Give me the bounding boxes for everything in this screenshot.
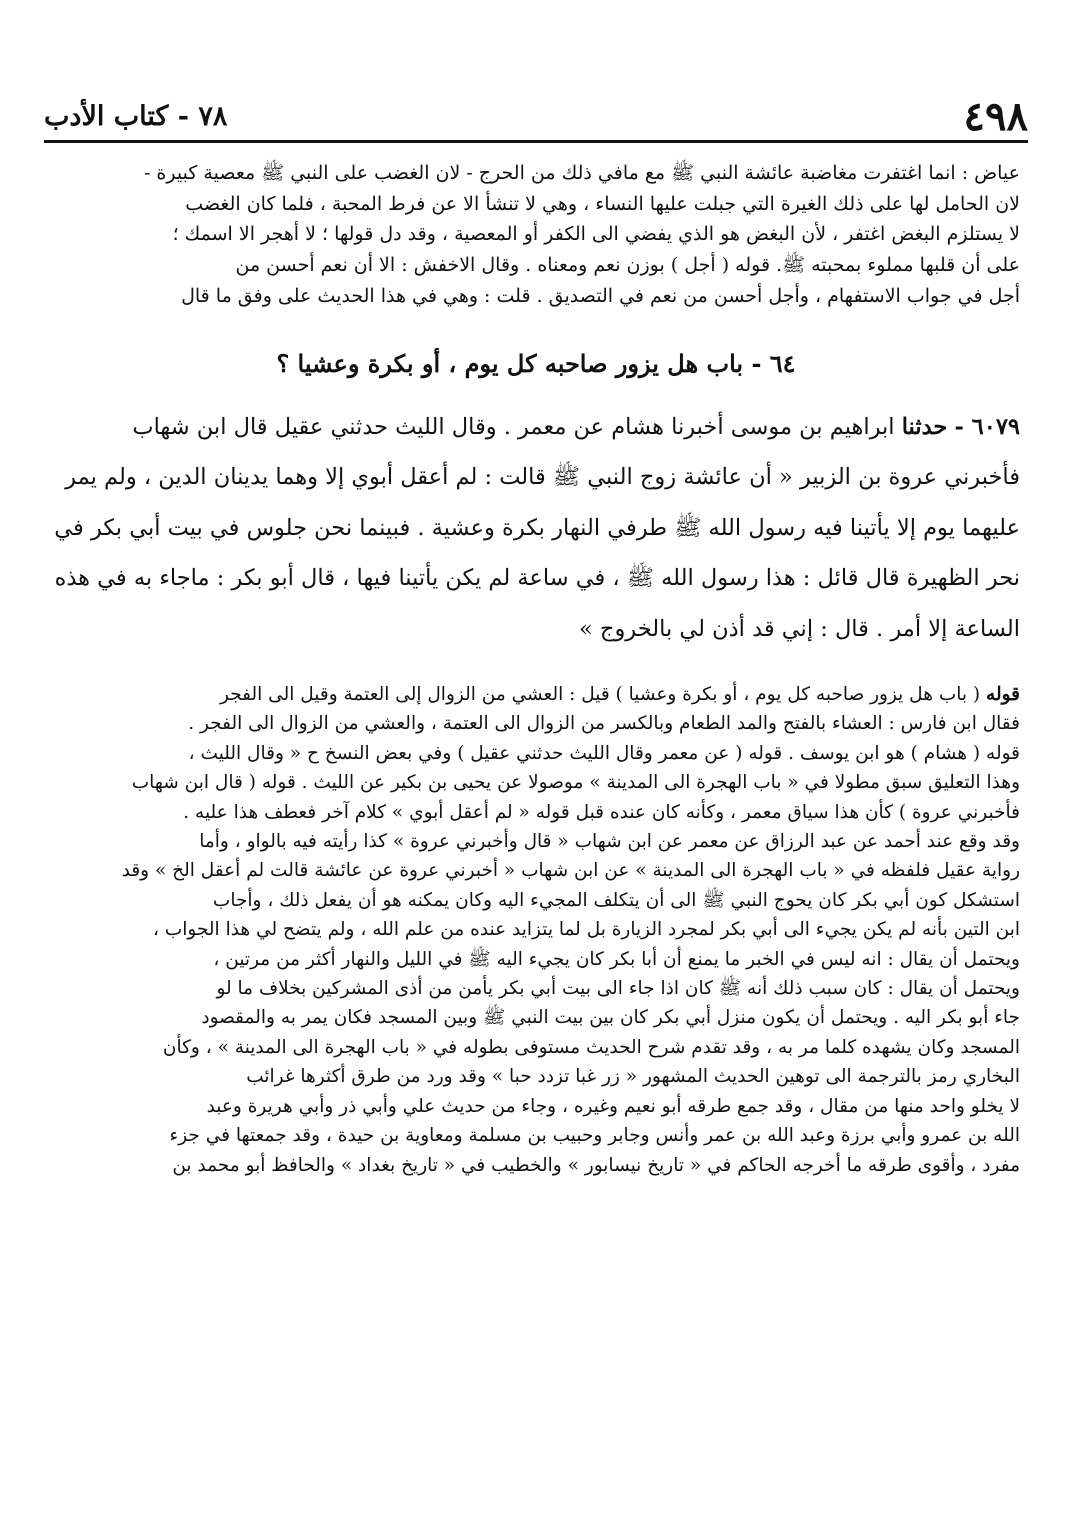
commentary-line: المسجد وكان يشهده كلما مر به ، وقد تقدم شرح الحديث مستوفى بطوله في « باب الهجرة الى المدينة » ، وكأن — [162, 1036, 1020, 1058]
page-number: ٤٩٨ — [963, 92, 1028, 140]
commentary-line: فقال ابن فارس : العشاء بالفتح والمد الطعام وبالكسر من الزوال الى العتمة ، والعشي من الزوال الى الفجر . — [188, 713, 1020, 735]
text-line: لان الحامل لها على ذلك الغيرة التي جبلت عليها النساء ، وهي لا تنشأ الا عن فرط المحبة ، فلما كان الغضب — [185, 192, 1020, 215]
chapter-heading — [52, 344, 1020, 384]
commentary-line: جاء أبو بكر اليه . ويحتمل أن يكون منزل أبي بكر كان بين بيت النبي ﷺ وبين المسجد فكان يمر به والمقصود — [201, 1007, 1020, 1029]
text-line: على أن قلبها مملوء بمحبته ﷺ. قوله ( أجل ) بوزن نعم ومعناه . وقال الاخفش : الا أن نعم أحسن من — [235, 254, 1020, 277]
commentary-line: وهذا التعليق سبق مطولا في « باب الهجرة الى المدينة » موصولا عن يحيى بن بكير عن الليث . قوله ( قال ابن شهاب — [131, 772, 1020, 794]
commentary-line: فأخبرني عروة ) كأن هذا سياق معمر ، وكأنه كان عنده قبل قوله « لم أعقل أبوي » كلام آخر فعطف هذا عليه . — [183, 801, 1020, 823]
commentary-line — [52, 680, 1020, 709]
commentary-line: مفرد ، وأقوى طرقه ما أخرجه الحاكم في « تاريخ نيسابور » والخطيب في « تاريخ بغداد » والحافظ أبو محمد بن — [172, 1154, 1020, 1176]
preceding-commentary — [52, 158, 1020, 312]
page-content — [52, 158, 1020, 1180]
page-header — [44, 92, 1028, 143]
commentary-line: قوله ( هشام ) هو ابن يوسف . قوله ( عن معمر وقال الليث حدثني عقيل ) وفي بعض النسخ ح « وقال الليث ، — [188, 742, 1020, 764]
commentary-line: ابن التين بأنه لم يكن يجيء الى أبي بكر لمجرد الزيارة بل لما يتزايد عنده من علم الله ، ولم يتضح لي هذا الجواب ، — [153, 919, 1020, 941]
commentary-block — [52, 680, 1020, 1180]
hadith-line: فأخبرني عروة بن الزبير « أن عائشة زوج النبي ﷺ قالت : لم أعقل أبوي إلا وهما يدينان الدين ، ولم يمر — [65, 464, 1020, 491]
commentary-line: استشكل كون أبي بكر كان يحوج النبي ﷺ الى أن يتكلف المجيء اليه وكان يمكنه هو أن يفعل ذلك ، وأجاب — [212, 889, 1020, 911]
commentary-line: وقد وقع عند أحمد عن عبد الرزاق عن معمر عن ابن شهاب « قال وأخبرني عروة » كذا رأيته فيه بالواو ، وأما — [199, 831, 1020, 853]
hadith-line — [52, 402, 1020, 453]
commentary-text: ( باب هل يزور صاحبه كل يوم ، أو بكرة وعشيا ) قيل : العشي من الزوال إلى العتمة وقيل الى الفجر — [220, 684, 981, 706]
book-title: ٧٨ - كتاب الأدب — [44, 100, 228, 132]
commentary-line: ويحتمل أن يقال : كان سبب ذلك أنه ﷺ كان اذا جاء الى بيت أبي بكر يأمن من أذى المشركين بخلاف ما لو — [216, 978, 1020, 1000]
chapter-title: هل يزور صاحبه كل يوم ، أو بكرة وعشيا ؟ — [276, 348, 699, 378]
hadith-line: نحر الظهيرة قال قائل : هذا رسول الله ﷺ ، في ساعة لم يكن يأتينا فيها ، قال أبو بكر : ماجاء به في هذه — [54, 565, 1020, 592]
hadith-block — [52, 402, 1020, 655]
hadith-lead: حدثنا — [901, 413, 948, 440]
chapter-number: ٦٤ - باب — [706, 348, 796, 378]
text-line: عياض : انما اغتفرت مغاضبة عائشة النبي ﷺ مع مافي ذلك من الحرج - لان الغضب على النبي ﷺ معصية كبيرة - — [143, 162, 1020, 184]
commentary-line: رواية عقيل فلفظه في « باب الهجرة الى المدينة » عن ابن شهاب « أخبرني عروة عن عائشة قالت لم أعقل الخ » وقد — [121, 860, 1020, 882]
commentary-line: ويحتمل أن يقال : انه ليس في الخبر ما يمنع أن أبا بكر كان يجيء اليه ﷺ في الليل والنهار أكثر من مرتين ، — [213, 948, 1020, 970]
commentary-line: الله بن عمرو وأبي برزة وعبد الله بن عمر وأنس وجابر وحبيب بن مسلمة ومعاوية بن حيدة ، وقد جمعتها في جزء — [169, 1125, 1020, 1147]
commentary-line: لا يخلو واحد منها من مقال ، وقد جمع طرقه أبو نعيم وغيره ، وجاء من حديث علي وأبي ذر وأبي هريرة وعبد — [206, 1095, 1020, 1117]
hadith-line: عليهما يوم إلا يأتينا فيه رسول الله ﷺ طرفي النهار بكرة وعشية . فبينما نحن جلوس في بيت أبي بكر في — [54, 514, 1020, 541]
text-line: لا يستلزم البغض اغتفر ، لأن البغض هو الذي يفضي الى الكفر أو المعصية ، وقد دل قولها ؛ لا أهجر الا اسمك ؛ — [172, 223, 1020, 246]
commentary-lead: قوله — [986, 684, 1020, 706]
hadith-line: الساعة إلا أمر . قال : إني قد أذن لي بالخروج » — [579, 615, 1020, 642]
hadith-number: ٦٠٧٩ - — [954, 413, 1020, 440]
text-line: أجل في جواب الاستفهام ، وأجل أحسن من نعم في التصديق . قلت : وهي في هذا الحديث على وفق ما قال — [181, 284, 1020, 307]
hadith-text: ابراهيم بن موسى أخبرنا هشام عن معمر . وقال الليث حدثني عقيل قال ابن شهاب — [132, 413, 895, 440]
commentary-line: البخاري رمز بالترجمة الى توهين الحديث المشهور « زر غبا تزدد حبا » وقد ورد من طرق أكثرها غرائب — [246, 1066, 1020, 1088]
